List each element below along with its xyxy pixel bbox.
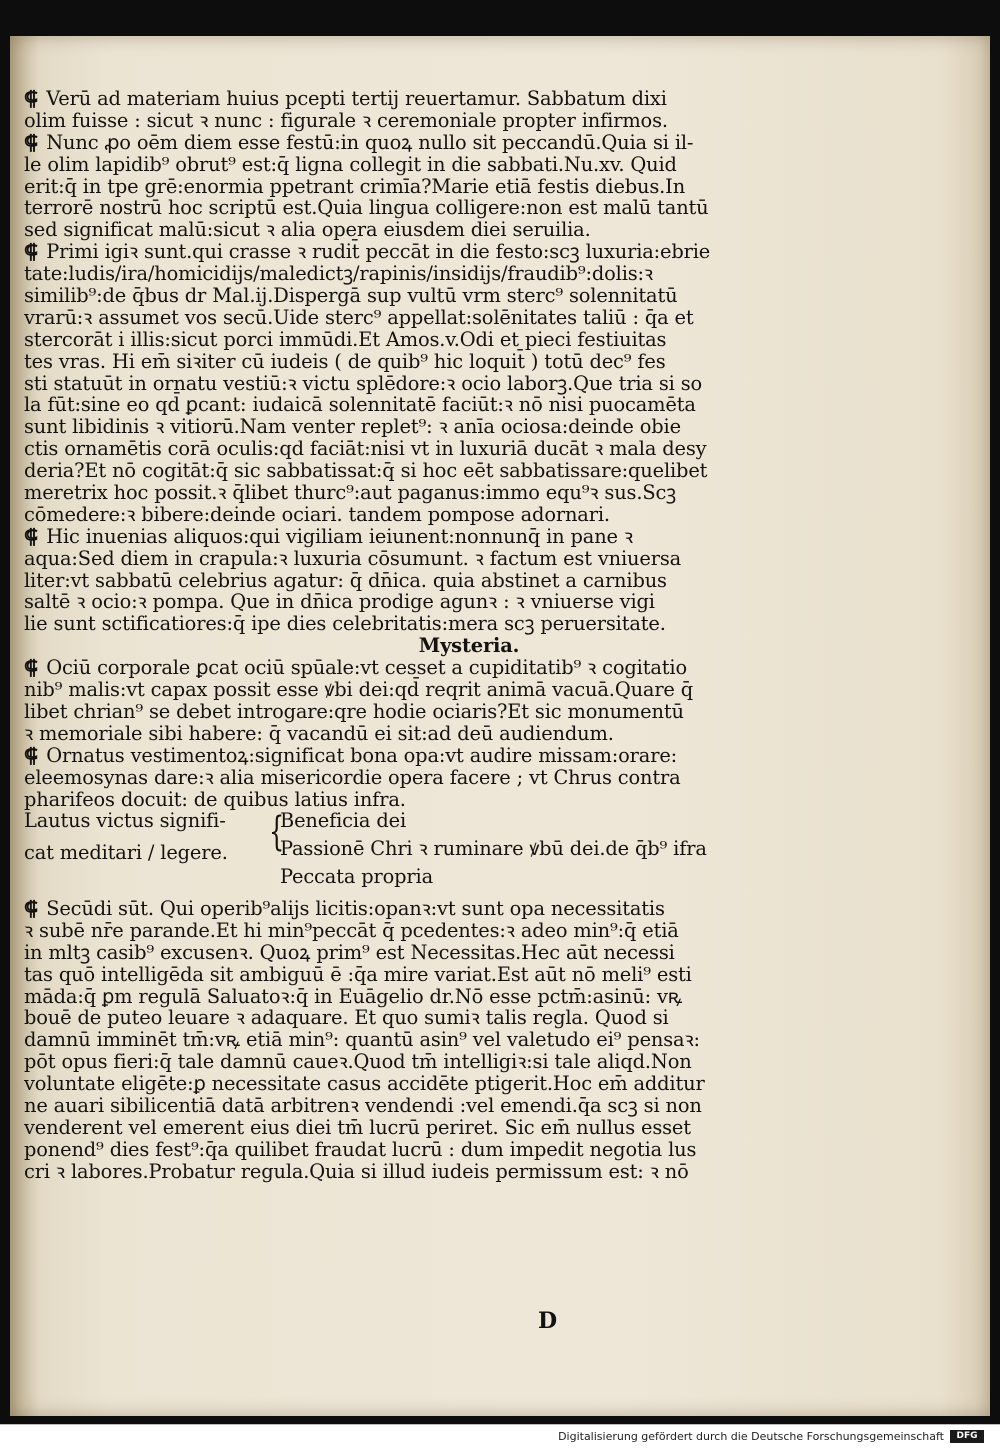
brace-icon: { xyxy=(269,809,285,856)
bracket-left-line-2: cat meditari / legere. xyxy=(24,841,228,865)
text-line-content: Ociū corporale ꝑcat ociū spūale:vt cesset a cupiditatib⁹ ꝛ cogitatio xyxy=(46,656,687,680)
paragraph-group-1 xyxy=(24,88,784,635)
text-line-content: meretrix hoc possit.ꝛ q̄libet thurc⁹:aut paganus:immo equ⁹ꝛ sus.Scꝫ xyxy=(24,481,676,505)
bracket-table xyxy=(24,810,784,898)
text-line-content: venderent vel emerent eius diei tm̄ lucrū periret. Sic em̄ nullus esset xyxy=(24,1115,691,1139)
text-line-content: stercorāt i illis:sicut porci immūdi.Et Amos.v.Odi et pieci festiuitas xyxy=(24,327,667,351)
text-line-content: tes vras. Hi em̄ siꝛiter cū iudeis ( de quib⁹ hic loquit̄ ) totū dec⁹ fes xyxy=(24,349,666,373)
text-line-content: Nunc ꝓo oēm diem esse festū:in quoꝝ nullo sit peccandū.Quia si il- xyxy=(46,130,694,154)
signature-mark: D xyxy=(538,1308,558,1334)
text-line-content: tas quō intelligēda sit ambiguū ē :q̄a mire variat.Est aūt nō meli⁹ esti xyxy=(24,962,692,986)
text-line-content: ponend⁹ dies fest⁹:q̄a quilibet fraudat lucrū : dum impedit negotia lus xyxy=(24,1137,697,1161)
text-line-content: māda:q̄ ꝑm regulā Saluatoꝛ:q̄ in Euāgelio dr.Nō esse pctm̄:asinū: vꝶ xyxy=(24,984,683,1008)
text-line-content: olim fuisse : sicut ꝛ nunc : figurale ꝛ ceremoniale propter infirmos. xyxy=(24,108,668,132)
text-line xyxy=(24,416,784,438)
text-line xyxy=(24,679,784,701)
paragraph-mark-icon: ⸿ xyxy=(24,896,45,920)
text-line xyxy=(24,241,784,263)
text-line-content: le olim lapidib⁹ obrut⁹ est:q̄ ligna collegit in die sabbati.Nu.xv. Quid xyxy=(24,152,677,176)
text-line xyxy=(24,1117,784,1139)
dfg-logo: DFG xyxy=(950,1430,984,1443)
text-line xyxy=(24,1139,784,1161)
text-line-content: Secūdi sūt. Qui operib⁹alijs licitis:opanꝛ:vt sunt opa necessitatis xyxy=(46,896,665,920)
text-line-content: Ornatus vestimentoꝝ:significat bona opa:vt audire missam:orare: xyxy=(46,743,678,767)
text-line xyxy=(24,504,784,526)
text-line xyxy=(24,570,784,592)
text-line xyxy=(24,964,784,986)
text-line xyxy=(24,1161,784,1183)
text-line-content: bouē de puteo leuare ꝛ adaquare. Et quo sumiꝛ talis regla. Quod si xyxy=(24,1006,669,1030)
text-line xyxy=(24,88,784,110)
text-line xyxy=(24,657,784,679)
text-line xyxy=(24,373,784,395)
text-line xyxy=(24,219,784,241)
paragraph-group-2 xyxy=(24,657,784,810)
text-line-content: Primi igiꝛ sunt.qui crasse ꝛ rudit̄ peccāt in die festo:scꝫ luxuria:ebrie xyxy=(46,240,711,264)
text-line xyxy=(24,482,784,504)
footer-credit: Digitalisierung gefördert durch die Deutsche Forschungsgemeinschaft xyxy=(558,1430,944,1443)
text-line-content: sed significat malū:sicut ꝛ alia opera eiusdem diei seruilia. xyxy=(24,218,591,242)
text-line-content: aqua:Sed diem in crapula:ꝛ luxuria cōsumunt. ꝛ factum est vniuersa xyxy=(24,546,682,570)
section-heading: Mysteria. xyxy=(418,634,520,658)
text-line xyxy=(24,942,784,964)
book-page xyxy=(10,36,990,1416)
text-line-content: tate:ludis/ira/homicidijs/maledictꝫ/rapinis/insidijs/fraudib⁹:dolis:ꝛ xyxy=(24,262,653,286)
text-line-content: similib⁹:de q̄bus dr Mal.ij.Dispergā sup vultū vrm sterc⁹ solennitatū xyxy=(24,284,678,308)
text-line-content: lie sunt sctificatiores:q̄ ipe dies celebritatis:mera scꝫ peruersitate. xyxy=(24,612,666,636)
text-line xyxy=(24,285,784,307)
text-line xyxy=(24,1051,784,1073)
text-block xyxy=(24,88,784,1183)
text-line-content: la fūt:sine eo qd̄ ꝑcant: iudaicā solennitatē faciūt:ꝛ nō nisi puocamēta xyxy=(24,393,696,417)
text-line-content: eleemosynas dare:ꝛ alia misericordie opera facere ; vt Chrus contra xyxy=(24,765,681,789)
text-line xyxy=(24,526,784,548)
text-line-content: Verū ad materiam huius pcepti tertij reuertamur. Sabbatum dixi xyxy=(46,87,667,110)
text-line-content: voluntate eligēte:ꝑ necessitate casus accidēte ptigerit.Hoc em̄ additur xyxy=(24,1072,705,1096)
text-line xyxy=(24,110,784,132)
text-line-content: damnū imminēt tm̄:vꝶ etiā min⁹: quantū asin⁹ vel valetudo ei⁹ pensaꝛ: xyxy=(24,1028,700,1052)
text-line xyxy=(24,394,784,416)
text-line xyxy=(24,767,784,789)
text-line xyxy=(24,548,784,570)
bracket-right-line-2: Passionē Chri ꝛ ruminare ꝟbū dei.de q̄b⁹ ifra xyxy=(280,837,707,861)
text-line xyxy=(24,789,784,811)
paragraph-mark-icon: ⸿ xyxy=(24,524,45,548)
text-line-content: libet chrian⁹ se debet introgare:qre hodie ociaris?Et sic monumentū xyxy=(24,699,684,723)
text-line xyxy=(24,1007,784,1029)
text-line-content: terrorē nostrū hoc scriptū est.Quia lingua colligere:non est malū tantū xyxy=(24,196,709,220)
text-line-content: erit:q̄ in tpe grē:enormia ppetrant crimīa?Marie etiā festis diebus.In xyxy=(24,174,686,198)
text-line-content: saltē ꝛ ocio:ꝛ pompa. Que in dn̄ica prodige agunꝛ : ꝛ vniuerse vigi xyxy=(24,590,655,614)
text-line xyxy=(24,307,784,329)
paragraph-mark-icon: ⸿ xyxy=(24,87,45,110)
footer-bar xyxy=(0,1424,1000,1449)
text-line xyxy=(24,723,784,745)
text-line-content: ꝛ subē nr̄e parande.Et hi min⁹peccāt q̄ pcedentes:ꝛ adeo min⁹:q̄ etiā xyxy=(24,918,679,942)
text-line-content: pōt opus fieri:q̄ tale damnū caueꝛ.Quod tm̄ intelligiꝛ:si tale aliqd.Non xyxy=(24,1050,692,1074)
text-line xyxy=(24,329,784,351)
text-line xyxy=(24,132,784,154)
paragraph-mark-icon: ⸿ xyxy=(24,656,45,680)
text-line-content: deria?Et nō cogitāt:q̄ sic sabbatissat:q̄ si hoc eēt sabbatissare:quelibet xyxy=(24,459,708,483)
paragraph-mark-icon: ⸿ xyxy=(24,130,45,154)
text-line xyxy=(24,351,784,373)
text-line xyxy=(24,154,784,176)
text-line xyxy=(24,460,784,482)
text-line xyxy=(24,1029,784,1051)
text-line-content: in mltꝫ casib⁹ excusenꝛ. Quoꝝ prim⁹ est Necessitas.Hec aūt necessi xyxy=(24,940,675,964)
text-line xyxy=(24,920,784,942)
text-line xyxy=(24,438,784,460)
text-line xyxy=(24,745,784,767)
text-line xyxy=(24,197,784,219)
bracket-right-line-3: Peccata propria xyxy=(280,865,433,889)
text-line-content: vrarū:ꝛ assumet vos secū.Uide sterc⁹ appellat:solēnitates taliū : q̄a et xyxy=(24,305,694,329)
text-line xyxy=(24,986,784,1008)
text-line-content: ne auari sibilicentiā datā arbitrenꝛ vendendi :vel emendi.q̄a scꝫ si non xyxy=(24,1094,702,1117)
text-line-content: liter:vt sabbatū celebrius agatur: q̄ dn̄ica. quia abstinet a carnibus xyxy=(24,568,667,592)
text-line xyxy=(24,613,784,635)
text-line xyxy=(24,176,784,198)
text-line xyxy=(24,591,784,613)
paragraph-mark-icon: ⸿ xyxy=(24,240,45,264)
bracket-right-line-1: Beneficia dei xyxy=(280,809,406,833)
text-line-content: sti statuūt in ornatu vestiū:ꝛ victu splēdore:ꝛ ocio laborꝫ.Que tria si so xyxy=(24,371,703,395)
text-line xyxy=(24,263,784,285)
text-line-content: cōmedere:ꝛ bibere:deinde ociari. tandem pompose adornari. xyxy=(24,502,610,526)
text-line xyxy=(24,1073,784,1095)
text-line-content: ꝛ memoriale sibi habere: q̄ vacandū ei sit:ad deū audiendum. xyxy=(24,721,614,745)
bracket-left-line-1: Lautus victus signifi- xyxy=(24,809,226,833)
text-line xyxy=(24,1095,784,1117)
text-line-content: nib⁹ malis:vt capax possit esse ꝟbi dei:qd̄ reqrit animā vacuā.Quare q̄ xyxy=(24,678,694,702)
text-line-content: sunt libidinis ꝛ vitiorū.Nam venter replet⁹: ꝛ anīa ociosa:deinde obie xyxy=(24,415,681,439)
paragraph-group-3 xyxy=(24,898,784,1183)
text-line-content: Hic inuenias aliquos:qui vigiliam ieiunent:nonnunq̄ in pane ꝛ xyxy=(46,524,633,548)
paragraph-mark-icon: ⸿ xyxy=(24,743,45,767)
text-line-content: ctis ornamētis corā oculis:qd faciāt:nisi vt in luxuriā ducāt ꝛ mala desy xyxy=(24,437,707,461)
text-line xyxy=(24,898,784,920)
text-line xyxy=(24,701,784,723)
text-line-content: pharifeos docuit: de quibus latius infra. xyxy=(24,787,406,811)
text-line-content: cri ꝛ labores.Probatur regula.Quia si illud iudeis permissum est: ꝛ nō xyxy=(24,1159,689,1183)
